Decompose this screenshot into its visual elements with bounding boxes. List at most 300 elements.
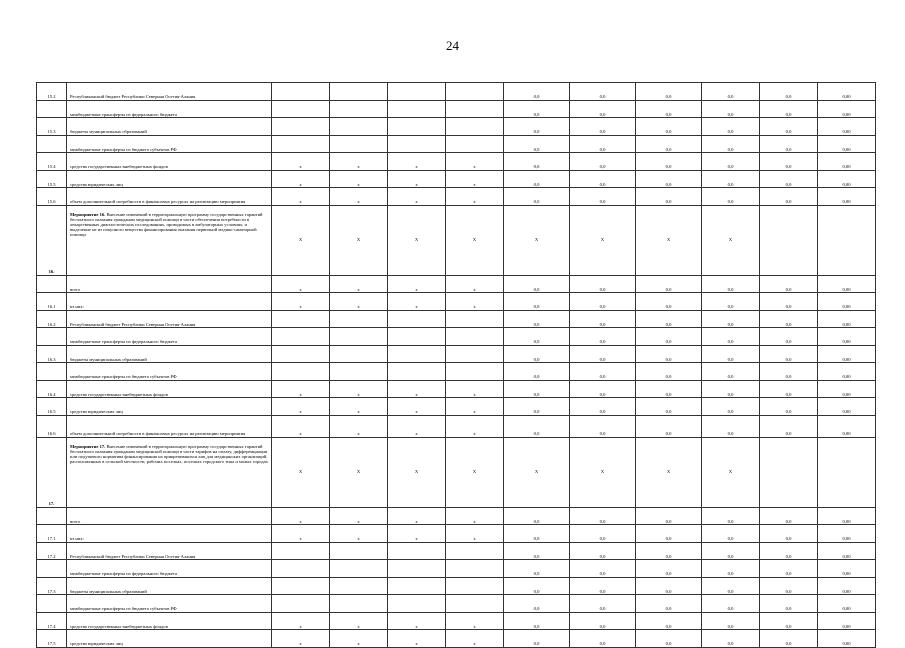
table-cell: 0,0 xyxy=(636,595,702,613)
table-cell: 0,0 xyxy=(504,293,570,311)
table-cell: 0,00 xyxy=(818,293,876,311)
table-cell: 0,0 xyxy=(636,380,702,398)
row-number: 15.4 xyxy=(37,153,67,171)
table-cell: x xyxy=(272,188,330,206)
table-cell: x xyxy=(330,525,388,543)
table-cell: x xyxy=(388,153,446,171)
row-description: средства государственных внебюджетных фондов xyxy=(67,612,272,630)
table-cell: 0,0 xyxy=(760,275,818,293)
table-cell: X xyxy=(504,205,570,275)
row-number xyxy=(37,100,67,118)
table-cell xyxy=(388,595,446,613)
table-cell: 0,0 xyxy=(702,525,760,543)
table-cell: 0,0 xyxy=(504,118,570,136)
table-cell: 0,0 xyxy=(636,275,702,293)
table-cell: 0,0 xyxy=(570,170,636,188)
table-cell: x xyxy=(272,153,330,171)
table-cell: 0,0 xyxy=(636,630,702,648)
table-cell: 0,0 xyxy=(702,310,760,328)
table-cell: 0,0 xyxy=(760,595,818,613)
table-cell xyxy=(446,560,504,578)
table-row xyxy=(37,328,876,346)
table-cell: 0,0 xyxy=(702,630,760,648)
table-cell xyxy=(330,83,388,101)
table-cell xyxy=(272,328,330,346)
table-cell: 0,00 xyxy=(818,507,876,525)
row-number: 17.4 xyxy=(37,612,67,630)
table-cell: 0,0 xyxy=(760,363,818,381)
table-cell: X xyxy=(702,437,760,507)
table-row xyxy=(37,560,876,578)
row-description: всего xyxy=(67,275,272,293)
table-cell: 0,00 xyxy=(818,542,876,560)
row-number: 17.3 xyxy=(37,577,67,595)
table-cell xyxy=(446,577,504,595)
table-cell: 0,0 xyxy=(504,363,570,381)
table-cell: 0,00 xyxy=(818,135,876,153)
row-description: из них: xyxy=(67,525,272,543)
table-cell: 0,0 xyxy=(570,310,636,328)
row-number: 15.2 xyxy=(37,83,67,101)
table-cell: 0,00 xyxy=(818,118,876,136)
table-cell xyxy=(446,328,504,346)
table-cell xyxy=(272,100,330,118)
table-cell: X xyxy=(636,205,702,275)
table-cell: 0,0 xyxy=(570,363,636,381)
table-cell xyxy=(388,310,446,328)
row-description: средства государственных внебюджетных фондов xyxy=(67,380,272,398)
table-cell xyxy=(388,363,446,381)
table-cell: x xyxy=(446,398,504,416)
table-cell xyxy=(446,83,504,101)
table-cell: X xyxy=(702,205,760,275)
table-cell: 0,0 xyxy=(760,135,818,153)
table-cell xyxy=(388,577,446,595)
table-cell xyxy=(330,363,388,381)
table-cell: 0,0 xyxy=(760,507,818,525)
table-cell: 0,00 xyxy=(818,275,876,293)
table-cell: 0,0 xyxy=(636,118,702,136)
table-cell: 0,0 xyxy=(636,135,702,153)
table-cell: x xyxy=(446,188,504,206)
table-row xyxy=(37,595,876,613)
table-cell: 0,0 xyxy=(570,328,636,346)
budget-table xyxy=(36,82,876,648)
row-number: 16.1 xyxy=(37,293,67,311)
table-cell: x xyxy=(272,612,330,630)
row-description: Республиканский бюджет Республики Северная Осетия-Алания xyxy=(67,310,272,328)
row-number: 17.2 xyxy=(37,542,67,560)
table-cell xyxy=(330,595,388,613)
table-cell xyxy=(446,118,504,136)
table-cell: 0,0 xyxy=(504,525,570,543)
table-cell xyxy=(388,328,446,346)
table-row xyxy=(37,345,876,363)
table-cell: 0,0 xyxy=(570,83,636,101)
table-cell: 0,0 xyxy=(702,507,760,525)
table-cell: 0,0 xyxy=(504,100,570,118)
row-description: объем дополнительной потребности в финансовых ресурсах на реализацию мероприятия xyxy=(67,415,272,437)
table-cell: x xyxy=(446,380,504,398)
table-cell xyxy=(272,83,330,101)
table-cell: x xyxy=(446,170,504,188)
page-number: 24 xyxy=(446,38,459,53)
table-row xyxy=(37,612,876,630)
table-cell: x xyxy=(330,398,388,416)
row-number xyxy=(37,363,67,381)
table-row xyxy=(37,542,876,560)
table-cell: 0,0 xyxy=(570,293,636,311)
table-cell: 0,0 xyxy=(702,612,760,630)
row-description: средства государственных внебюджетных фондов xyxy=(67,153,272,171)
table-cell: 0,0 xyxy=(760,415,818,437)
table-cell xyxy=(388,542,446,560)
table-cell: 0,00 xyxy=(818,83,876,101)
table-cell xyxy=(446,310,504,328)
table-cell xyxy=(446,542,504,560)
table-cell: 0,0 xyxy=(760,153,818,171)
table-cell xyxy=(272,363,330,381)
table-cell xyxy=(388,135,446,153)
table-cell xyxy=(818,205,876,275)
row-number: 17.1 xyxy=(37,525,67,543)
table-cell: x xyxy=(446,525,504,543)
table-cell: 0,0 xyxy=(702,83,760,101)
table-cell: 0,0 xyxy=(504,542,570,560)
table-cell: 0,0 xyxy=(570,100,636,118)
table-cell: 0,0 xyxy=(504,135,570,153)
table-cell: 0,0 xyxy=(570,525,636,543)
table-cell: X xyxy=(446,437,504,507)
row-number xyxy=(37,595,67,613)
table-cell: 0,0 xyxy=(702,398,760,416)
table-cell: X xyxy=(330,437,388,507)
table-cell xyxy=(272,595,330,613)
row-description: межбюджетные трансферты из федерального бюджета xyxy=(67,328,272,346)
table-cell: 0,0 xyxy=(702,328,760,346)
row-number xyxy=(37,328,67,346)
row-number: 16.5 xyxy=(37,398,67,416)
table-cell: 0,0 xyxy=(702,595,760,613)
table-cell: x xyxy=(446,630,504,648)
table-cell: 0,0 xyxy=(504,188,570,206)
table-cell: 0,0 xyxy=(636,398,702,416)
table-row xyxy=(37,380,876,398)
table-cell: 0,00 xyxy=(818,345,876,363)
table-cell: 0,0 xyxy=(760,293,818,311)
table-cell xyxy=(272,345,330,363)
table-cell xyxy=(446,363,504,381)
table-cell: x xyxy=(446,507,504,525)
table-cell: 0,00 xyxy=(818,398,876,416)
row-description xyxy=(67,205,272,275)
row-number: 17.5 xyxy=(37,630,67,648)
table-cell: 0,0 xyxy=(760,328,818,346)
table-cell: X xyxy=(388,437,446,507)
table-cell: 0,0 xyxy=(702,293,760,311)
table-cell: x xyxy=(272,380,330,398)
table-cell xyxy=(446,595,504,613)
table-cell: 0,0 xyxy=(702,188,760,206)
table-cell: x xyxy=(330,275,388,293)
table-row xyxy=(37,170,876,188)
table-cell xyxy=(330,310,388,328)
table-cell: 0,0 xyxy=(504,83,570,101)
table-cell: 0,00 xyxy=(818,560,876,578)
table-cell: 0,0 xyxy=(760,525,818,543)
table-cell: 0,00 xyxy=(818,153,876,171)
table-cell: x xyxy=(388,188,446,206)
table-cell xyxy=(446,100,504,118)
table-row xyxy=(37,577,876,595)
row-number: 16. xyxy=(37,205,67,275)
measure-text: Внесение изменений в территориальную программу государственных гарантий бесплатного оказания гражданам медицинской помощи в части обеспечения потребности в лекарственных диагностических исследованиях, проводимых в амбулаторных условиях, и выделение не из покупного вещества финансирования оказания первичной медико-санитарной помощи xyxy=(70,211,263,238)
table-cell: 0,0 xyxy=(504,170,570,188)
row-number xyxy=(37,275,67,293)
table-cell: 0,0 xyxy=(504,612,570,630)
table-cell: 0,0 xyxy=(702,560,760,578)
table-cell: X xyxy=(636,437,702,507)
table-cell: 0,0 xyxy=(636,170,702,188)
table-cell: 0,0 xyxy=(760,310,818,328)
table-cell: 0,0 xyxy=(504,345,570,363)
table-row xyxy=(37,437,876,507)
table-row xyxy=(37,188,876,206)
table-cell: x xyxy=(446,153,504,171)
table-cell: x xyxy=(446,293,504,311)
row-number: 15.3 xyxy=(37,118,67,136)
table-cell xyxy=(330,328,388,346)
table-cell: 0,0 xyxy=(636,293,702,311)
table-cell: X xyxy=(570,205,636,275)
table-cell: x xyxy=(388,525,446,543)
table-cell: x xyxy=(388,612,446,630)
table-cell: 0,0 xyxy=(702,153,760,171)
table-row xyxy=(37,310,876,328)
row-description: средства юридических лиц xyxy=(67,170,272,188)
row-description: бюджеты муниципальных образований xyxy=(67,345,272,363)
table-cell: 0,0 xyxy=(702,380,760,398)
row-description xyxy=(67,437,272,507)
table-cell xyxy=(330,577,388,595)
table-cell: x xyxy=(272,415,330,437)
row-description: бюджеты муниципальных образований xyxy=(67,118,272,136)
table-cell: X xyxy=(272,437,330,507)
table-cell: 0,00 xyxy=(818,612,876,630)
table-cell: 0,0 xyxy=(570,630,636,648)
table-cell: 0,0 xyxy=(760,380,818,398)
table-cell: 0,0 xyxy=(760,542,818,560)
table-body xyxy=(37,83,876,648)
table-cell: 0,0 xyxy=(570,398,636,416)
table-cell: 0,0 xyxy=(504,577,570,595)
table-cell: 0,0 xyxy=(702,345,760,363)
table-cell xyxy=(330,118,388,136)
row-description: объем дополнительной потребности в финансовых ресурсах на реализацию мероприятия xyxy=(67,188,272,206)
table-cell xyxy=(272,135,330,153)
table-cell: 0,00 xyxy=(818,328,876,346)
table-cell: 0,0 xyxy=(570,560,636,578)
table-cell: 0,0 xyxy=(760,188,818,206)
row-number: 16.6 xyxy=(37,415,67,437)
table-cell: 0,0 xyxy=(570,612,636,630)
table-cell: x xyxy=(330,188,388,206)
table-cell: 0,0 xyxy=(504,398,570,416)
table-cell: 0,0 xyxy=(570,135,636,153)
table-cell: 0,0 xyxy=(570,188,636,206)
table-cell: 0,0 xyxy=(760,577,818,595)
table-cell: 0,0 xyxy=(504,560,570,578)
table-row xyxy=(37,525,876,543)
row-description: бюджеты муниципальных образований xyxy=(67,577,272,595)
table-cell: 0,0 xyxy=(760,560,818,578)
table-row xyxy=(37,363,876,381)
table-cell: x xyxy=(388,293,446,311)
table-row xyxy=(37,415,876,437)
table-cell: X xyxy=(272,205,330,275)
row-description: средства юридических лиц xyxy=(67,630,272,648)
table-cell: 0,0 xyxy=(504,310,570,328)
table-cell xyxy=(388,118,446,136)
table-cell xyxy=(272,118,330,136)
table-cell: X xyxy=(330,205,388,275)
table-cell: x xyxy=(330,507,388,525)
table-cell: 0,00 xyxy=(818,363,876,381)
table-cell xyxy=(818,437,876,507)
table-cell: 0,0 xyxy=(570,380,636,398)
table-cell: 0,0 xyxy=(504,328,570,346)
table-cell: 0,0 xyxy=(636,525,702,543)
table-cell: 0,00 xyxy=(818,415,876,437)
table-cell: 0,0 xyxy=(760,100,818,118)
table-row xyxy=(37,100,876,118)
table-cell xyxy=(330,560,388,578)
table-cell: x xyxy=(330,153,388,171)
row-number: 15.6 xyxy=(37,188,67,206)
table-cell: 0,0 xyxy=(504,275,570,293)
table-cell: 0,0 xyxy=(636,560,702,578)
row-description: межбюджетные трансферты из федерального бюджета xyxy=(67,100,272,118)
table-cell: x xyxy=(388,170,446,188)
table-cell: x xyxy=(388,415,446,437)
table-cell: x xyxy=(388,380,446,398)
table-cell: x xyxy=(272,507,330,525)
table-cell: 0,0 xyxy=(636,577,702,595)
row-description: из них: xyxy=(67,293,272,311)
row-number: 16.4 xyxy=(37,380,67,398)
table-cell: 0,0 xyxy=(702,135,760,153)
table-cell: x xyxy=(330,380,388,398)
table-cell: x xyxy=(330,630,388,648)
table-cell xyxy=(272,577,330,595)
table-row xyxy=(37,205,876,275)
table-cell: 0,0 xyxy=(760,170,818,188)
table-cell xyxy=(272,542,330,560)
table-cell: 0,0 xyxy=(504,415,570,437)
table-cell: 0,0 xyxy=(636,363,702,381)
row-description: межбюджетные трансферты из бюджета субъектов РФ xyxy=(67,595,272,613)
table-cell: 0,00 xyxy=(818,380,876,398)
table-cell xyxy=(388,100,446,118)
table-cell: x xyxy=(446,612,504,630)
table-cell: 0,0 xyxy=(570,415,636,437)
table-cell: 0,0 xyxy=(636,542,702,560)
measure-text: Внесение изменений в территориальную программу государственных гарантий бесплатного оказания гражданам медицинской помощи в части тарифов на оплату, дифференциации или подушевого норматива финансирования на прикрепившихся лиц для медицинских организаций, расположенных в сельской местности, рабочих поселках, поселках городского типа и малых городах xyxy=(70,443,268,465)
row-description: всего xyxy=(67,507,272,525)
table-cell: 0,0 xyxy=(760,630,818,648)
table-cell xyxy=(760,205,818,275)
table-cell: x xyxy=(446,415,504,437)
row-number: 16.3 xyxy=(37,345,67,363)
table-cell: 0,0 xyxy=(504,380,570,398)
table-cell: 0,0 xyxy=(702,100,760,118)
table-cell: 0,0 xyxy=(504,153,570,171)
table-cell: x xyxy=(272,170,330,188)
table-cell xyxy=(446,345,504,363)
table-cell: 0,0 xyxy=(570,595,636,613)
table-cell xyxy=(446,135,504,153)
row-number xyxy=(37,135,67,153)
table-cell: x xyxy=(388,630,446,648)
table-cell: 0,0 xyxy=(636,415,702,437)
table-cell: x xyxy=(388,398,446,416)
measure-title: Мероприятие 16. xyxy=(70,211,106,217)
table-cell: 0,0 xyxy=(636,100,702,118)
row-number: 15.5 xyxy=(37,170,67,188)
row-description: Республиканский бюджет Республики Северная Осетия-Алания xyxy=(67,83,272,101)
table-cell xyxy=(388,560,446,578)
table-cell: X xyxy=(504,437,570,507)
table-cell: 0,00 xyxy=(818,100,876,118)
table-cell: 0,0 xyxy=(636,612,702,630)
table-cell: 0,00 xyxy=(818,170,876,188)
table-cell: 0,0 xyxy=(570,577,636,595)
table-cell: X xyxy=(570,437,636,507)
table-cell: 0,0 xyxy=(636,188,702,206)
table-row xyxy=(37,118,876,136)
table-cell: 0,0 xyxy=(636,153,702,171)
table-cell: x xyxy=(272,630,330,648)
table-row xyxy=(37,135,876,153)
table-cell: 0,0 xyxy=(636,310,702,328)
table-cell: 0,00 xyxy=(818,525,876,543)
row-description: межбюджетные трансферты из бюджета субъектов РФ xyxy=(67,135,272,153)
table-row xyxy=(37,507,876,525)
measure-title: Мероприятие 17. xyxy=(70,443,106,449)
table-cell: x xyxy=(330,612,388,630)
table-cell: 0,0 xyxy=(760,345,818,363)
table-cell: 0,00 xyxy=(818,595,876,613)
table-cell: 0,0 xyxy=(636,345,702,363)
table-cell: 0,0 xyxy=(760,83,818,101)
row-number xyxy=(37,560,67,578)
table-cell xyxy=(330,100,388,118)
table-row xyxy=(37,275,876,293)
table-cell xyxy=(388,345,446,363)
table-cell: 0,0 xyxy=(570,153,636,171)
table-cell xyxy=(272,560,330,578)
table-cell: X xyxy=(446,205,504,275)
table-cell xyxy=(330,542,388,560)
table-cell xyxy=(388,83,446,101)
table-cell xyxy=(272,310,330,328)
table-cell: x xyxy=(272,525,330,543)
table-cell: 0,00 xyxy=(818,188,876,206)
table-cell: x xyxy=(330,293,388,311)
table-cell: 0,00 xyxy=(818,310,876,328)
table-cell: 0,0 xyxy=(702,415,760,437)
table-cell: 0,0 xyxy=(760,398,818,416)
